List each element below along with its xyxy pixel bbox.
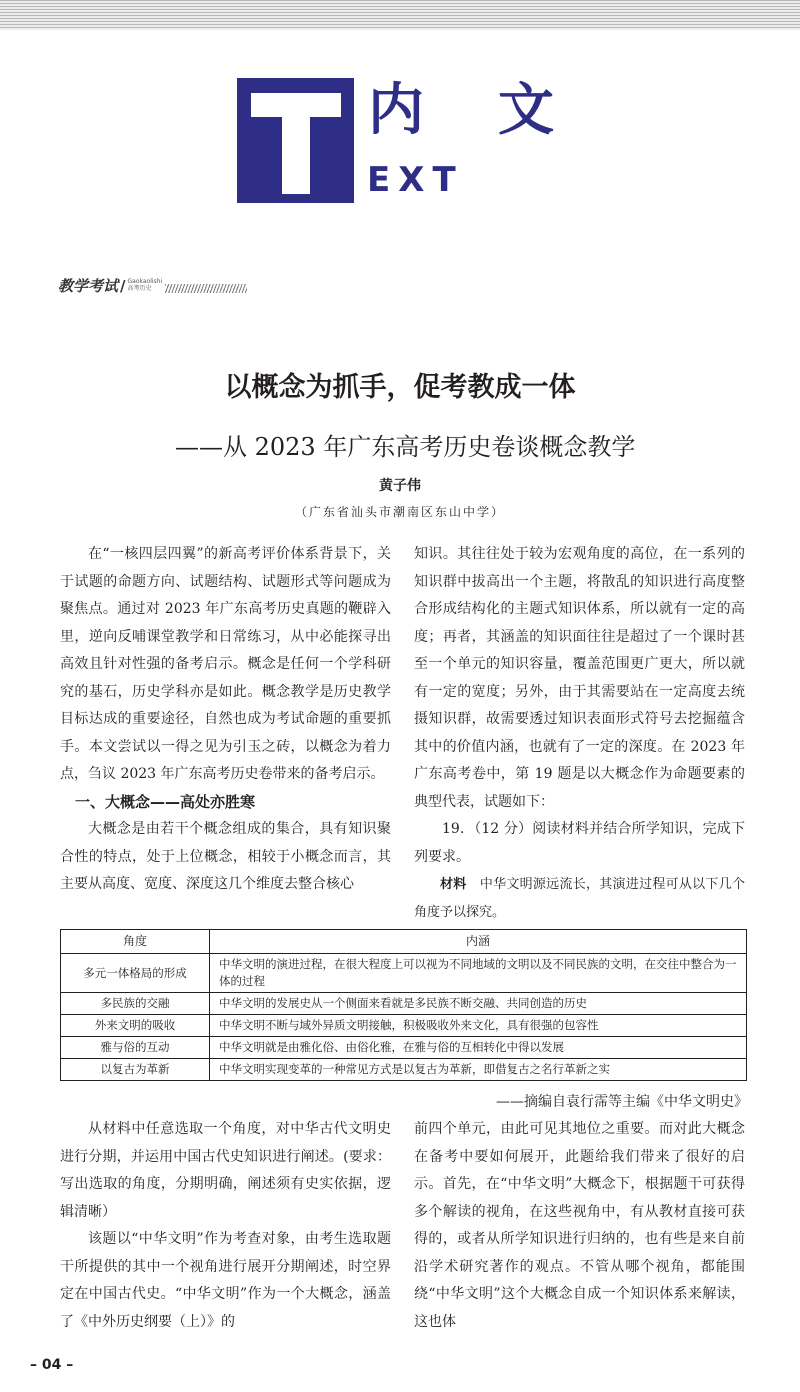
question-requirement-paragraph: 从材料中任意选取一个角度，对中华古代文明史进行分期，并运用中国古代史知识进行阐述。(要求：写出选取的角度，分期明确，阐述须有史实依据，逻辑清晰）	[60, 1121, 391, 1220]
author-affiliation: （广东省汕头市潮南区东山中学）	[294, 505, 505, 519]
column-subtitle-block	[128, 278, 163, 292]
table-cell-meaning: 中华文明就是由雅化俗、由俗化雅，在雅与俗的互相转化中得以发展	[210, 1037, 747, 1059]
lower-left-column	[60, 1116, 391, 1336]
table-header-row	[61, 930, 747, 954]
analysis-continuation-paragraph: 前四个单元，由此可见其地位之重要。而对此大概念在备考中要如何展开，此题给我们带来了很好的启示。首先，在“中华文明”大概念下，根据题干可获得多个解读的视角，在这些视角中，有从教材直接可获得的，或者从所学知识进行归纳的，也有些是来自前沿学术研究著作的观点。不管从哪个视角，都能围绕“中华文明”这个大概念自成一个知识体系来解读，这也体	[414, 1121, 745, 1330]
material-text: 中华文明源远流长，其演进过程可从以下几个角度予以探究。	[414, 877, 745, 920]
table-cell-angle: 多民族的交融	[61, 993, 210, 1015]
table-source: ——摘编自袁行霈等主编《中华文明史》	[496, 1094, 748, 1110]
table-cell-meaning: 中华文明的演进过程，在很大程度上可以视为不同地域的文明以及不同民族的文明，在交往中整合为一体的过程	[210, 954, 747, 993]
table-cell-angle: 以复古为革新	[61, 1059, 210, 1081]
page-number: – 04 –	[30, 1357, 74, 1373]
table-cell-angle: 雅与俗的互动	[61, 1037, 210, 1059]
column-subtitle: 高考历史	[127, 285, 152, 292]
column-pinyin: Gaokaolishi	[127, 278, 163, 285]
table-cell-angle: 多元一体格局的形成	[61, 954, 210, 993]
section-logo-chinese: 内文	[368, 78, 628, 143]
column-header	[58, 275, 247, 297]
material-label: 材料	[440, 877, 467, 892]
question-paragraph: 19．（12 分）阅读材料并结合所学知识，完成下列要求。	[414, 821, 745, 865]
table-cell-meaning: 中华文明不断与域外异质文明接触，积极吸收外来文化，具有很强的包容性	[210, 1015, 747, 1037]
concept-paragraph: 大概念是由若干个概念组成的集合，具有知识聚合性的特点，处于上位概念，相较于小概念而言，其主要从高度、宽度、深度这几个维度去整合核心	[60, 821, 391, 892]
table-row	[61, 954, 747, 993]
material-paragraph	[414, 871, 745, 926]
t-letter-logo-bar	[251, 93, 341, 117]
table-header-angle: 角度	[61, 930, 210, 954]
section-logo-english: EXT	[367, 160, 464, 200]
article-subtitle: ——从 2023 年广东高考历史卷谈概念教学	[175, 433, 636, 461]
section-heading: 一、大概念——高处亦胜寒	[75, 792, 256, 811]
table-row	[61, 1059, 747, 1081]
intro-paragraph: 在“一核四层四翼”的新高考评价体系背景下，关于试题的命题方向、试题结构、试题形式等问题成为聚焦点。通过对 2023 年广东高考历史真题的鞭辟入里，逆向反哺课堂教学和日常练习，从中必能探寻出高效且针对性强的备考启示。概念是任何一个学科研究的基石，历史学科亦是如此。概念教学是历史教学目标达成的重要途径，自然也成为考试命题的重要抓手。本文尝试以一得之见为引玉之砖，以概念为着力点，刍议 2023 年广东高考历史卷带来的备考启示。	[60, 546, 391, 782]
table-cell-angle: 外来文明的吸收	[61, 1015, 210, 1037]
t-letter-logo-stem	[282, 117, 310, 194]
analysis-paragraph: 该题以“中华文明”作为考查对象，由考生选取题干所提供的其中一个视角进行展开分期阐述，时空界定在中国古代史。“中华文明”作为一个大概念，涵盖了《中外历史纲要（上）》的	[60, 1231, 391, 1330]
column-hatch-decoration	[165, 284, 247, 293]
left-column	[60, 541, 391, 899]
lower-right-column	[414, 1116, 745, 1336]
material-table	[60, 929, 747, 1081]
table-header-meaning: 内涵	[210, 930, 747, 954]
right-column	[414, 541, 745, 926]
table-row	[61, 1015, 747, 1037]
column-separator: /	[120, 277, 126, 295]
table-cell-meaning: 中华文明的发展史从一个侧面来看就是多民族不断交融、共同创造的历史	[210, 993, 747, 1015]
top-stripe-band	[0, 0, 800, 30]
table-row	[61, 1037, 747, 1059]
continuation-paragraph: 知识。其往往处于较为宏观角度的高位，在一系列的知识群中拔高出一个主题，将散乱的知识进行高度整合形成结构化的主题式知识体系，所以就有一定的高度；再者，其涵盖的知识面往往是超过了一个课时甚至一个单元的知识容量，覆盖范围更广更大，所以就有一定的宽度；另外，由于其需要站在一定高度去统摄知识群，故需要透过知识表面形式符号去挖掘蕴含其中的价值内涵，也就有了一定的深度。在 2023 年广东高考卷中，第 19 题是以大概念作为命题要素的典型代表，试题如下：	[414, 546, 745, 810]
table-cell-meaning: 中华文明实现变革的一种常见方式是以复古为革新，即借复古之名行革新之实	[210, 1059, 747, 1081]
author-name: 黄子伟	[379, 478, 421, 494]
article-title: 以概念为抓手，促考教成一体	[224, 372, 576, 403]
table-row	[61, 993, 747, 1015]
column-title: 教学考试	[58, 277, 119, 295]
